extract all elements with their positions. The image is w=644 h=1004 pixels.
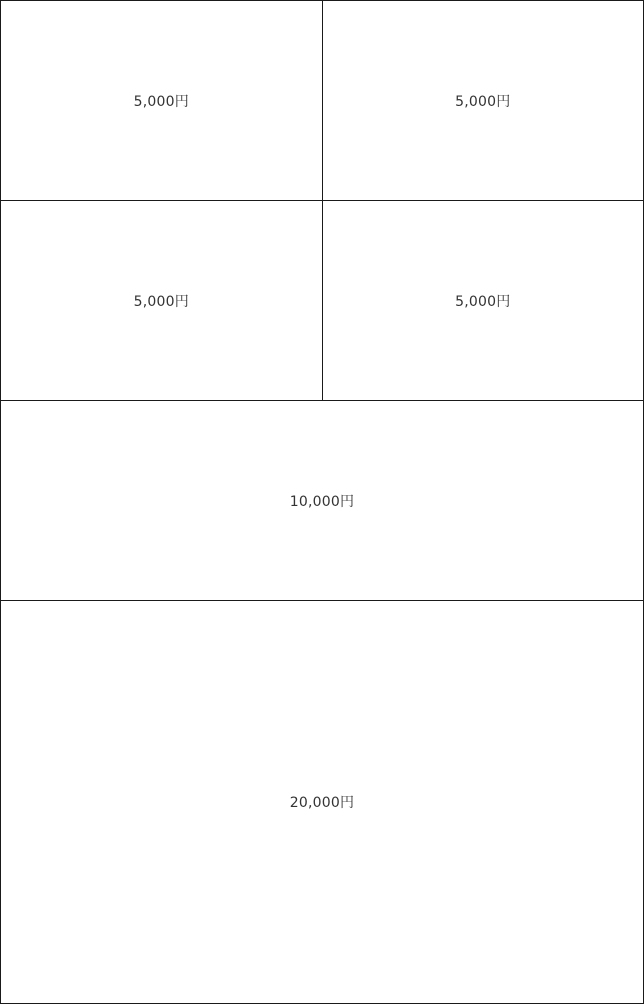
row-4 — [1, 601, 643, 1002]
cell-20000 — [1, 601, 643, 1002]
row-1 — [1, 1, 643, 201]
cell-5000-r2c1 — [1, 201, 322, 400]
amount-label: 5,000円 — [133, 293, 189, 310]
amount-label: 10,000円 — [289, 493, 355, 510]
row-2 — [1, 201, 643, 401]
cell-5000-r2c2 — [322, 201, 644, 400]
amount-label: 5,000円 — [455, 293, 511, 310]
row-3 — [1, 401, 643, 601]
amount-label: 5,000円 — [455, 93, 511, 110]
cell-10000 — [1, 401, 643, 600]
cell-5000-r1c1 — [1, 1, 322, 200]
amount-label: 20,000円 — [289, 794, 355, 811]
cell-5000-r1c2 — [322, 1, 644, 200]
amount-label: 5,000円 — [133, 93, 189, 110]
